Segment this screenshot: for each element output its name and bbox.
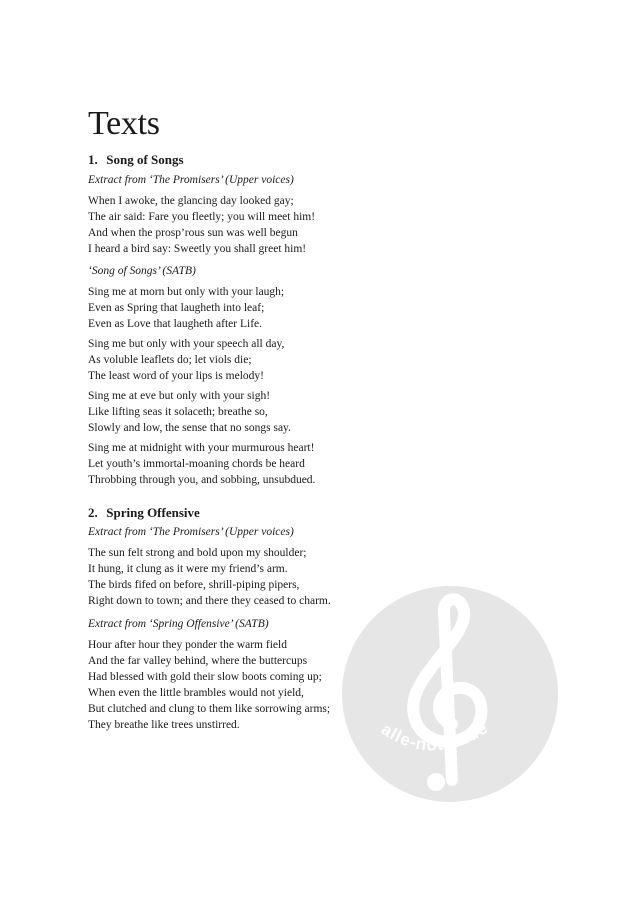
verse-line: Had blessed with gold their slow boots coming up; xyxy=(88,671,322,683)
verse-line: The sun felt strong and bold upon my shoulder; xyxy=(88,547,307,559)
section-heading xyxy=(88,152,184,168)
section-number: 1. xyxy=(88,152,98,167)
stanza xyxy=(88,388,291,436)
extract-subtitle: Extract from ‘The Promisers’ (Upper voices) xyxy=(88,174,294,186)
verse-line: It hung, it clung as it were my friend’s arm. xyxy=(88,563,288,575)
verse-line: I heard a bird say: Sweetly you shall greet him! xyxy=(88,243,307,255)
verse-line: Sing me but only with your speech all day, xyxy=(88,338,285,350)
stanza xyxy=(88,284,284,332)
verse-line: Slowly and low, the sense that no songs say. xyxy=(88,422,291,434)
verse-line: The least word of your lips is melody! xyxy=(88,370,264,382)
verse-line: But clutched and clung to them like sorrowing arms; xyxy=(88,703,331,715)
stanza xyxy=(88,193,315,257)
verse-line: Throbbing through you, and sobbing, unsubdued. xyxy=(88,474,316,486)
verse-line: And the far valley behind, where the buttercups xyxy=(88,655,308,667)
verse-line: They breathe like trees unstirred. xyxy=(88,719,240,731)
verse-line: Even as Spring that laugheth into leaf; xyxy=(88,302,265,314)
stanza xyxy=(88,545,331,609)
verse-line: Right down to town; and there they ceased to charm. xyxy=(88,595,331,607)
verse-line: When even the little brambles would not yield, xyxy=(88,687,304,699)
extract-subtitle: Extract from ‘Spring Offensive’ (SATB) xyxy=(88,618,269,630)
section-number: 2. xyxy=(88,505,98,520)
verse-line: When I awoke, the glancing day looked gay; xyxy=(88,195,294,207)
watermark-text: alle-noten.de xyxy=(377,717,492,755)
section-title: Spring Offensive xyxy=(106,505,200,520)
verse-line: Hour after hour they ponder the warm field xyxy=(88,639,287,651)
stanza xyxy=(88,440,315,488)
verse-line: As voluble leaflets do; let viols die; xyxy=(88,354,252,366)
verse-line: Like lifting seas it solaceth; breathe so, xyxy=(88,406,268,418)
verse-line: Sing me at morn but only with your laugh; xyxy=(88,286,285,298)
stanza xyxy=(88,336,284,384)
section-title: Song of Songs xyxy=(106,152,184,167)
watermark-logo xyxy=(340,584,560,804)
verse-line: Let youth’s immortal-moaning chords be heard xyxy=(88,458,305,470)
verse-line: Even as Love that laugheth after Life. xyxy=(88,318,263,330)
verse-line: Sing me at eve but only with your sigh! xyxy=(88,390,271,402)
verse-line: The air said: Fare you fleetly; you will meet him! xyxy=(88,211,316,223)
extract-subtitle: Extract from ‘The Promisers’ (Upper voices) xyxy=(88,526,294,538)
stanza xyxy=(88,637,330,733)
extract-subtitle: ‘Song of Songs’ (SATB) xyxy=(88,265,196,277)
section-heading xyxy=(88,505,200,521)
verse-line: And when the prosp’rous sun was well begun xyxy=(88,227,298,239)
verse-line: Sing me at midnight with your murmurous heart! xyxy=(88,442,315,454)
verse-line: The birds fifed on before, shrill-piping pipers, xyxy=(88,579,300,591)
page-title: Texts xyxy=(88,105,160,142)
